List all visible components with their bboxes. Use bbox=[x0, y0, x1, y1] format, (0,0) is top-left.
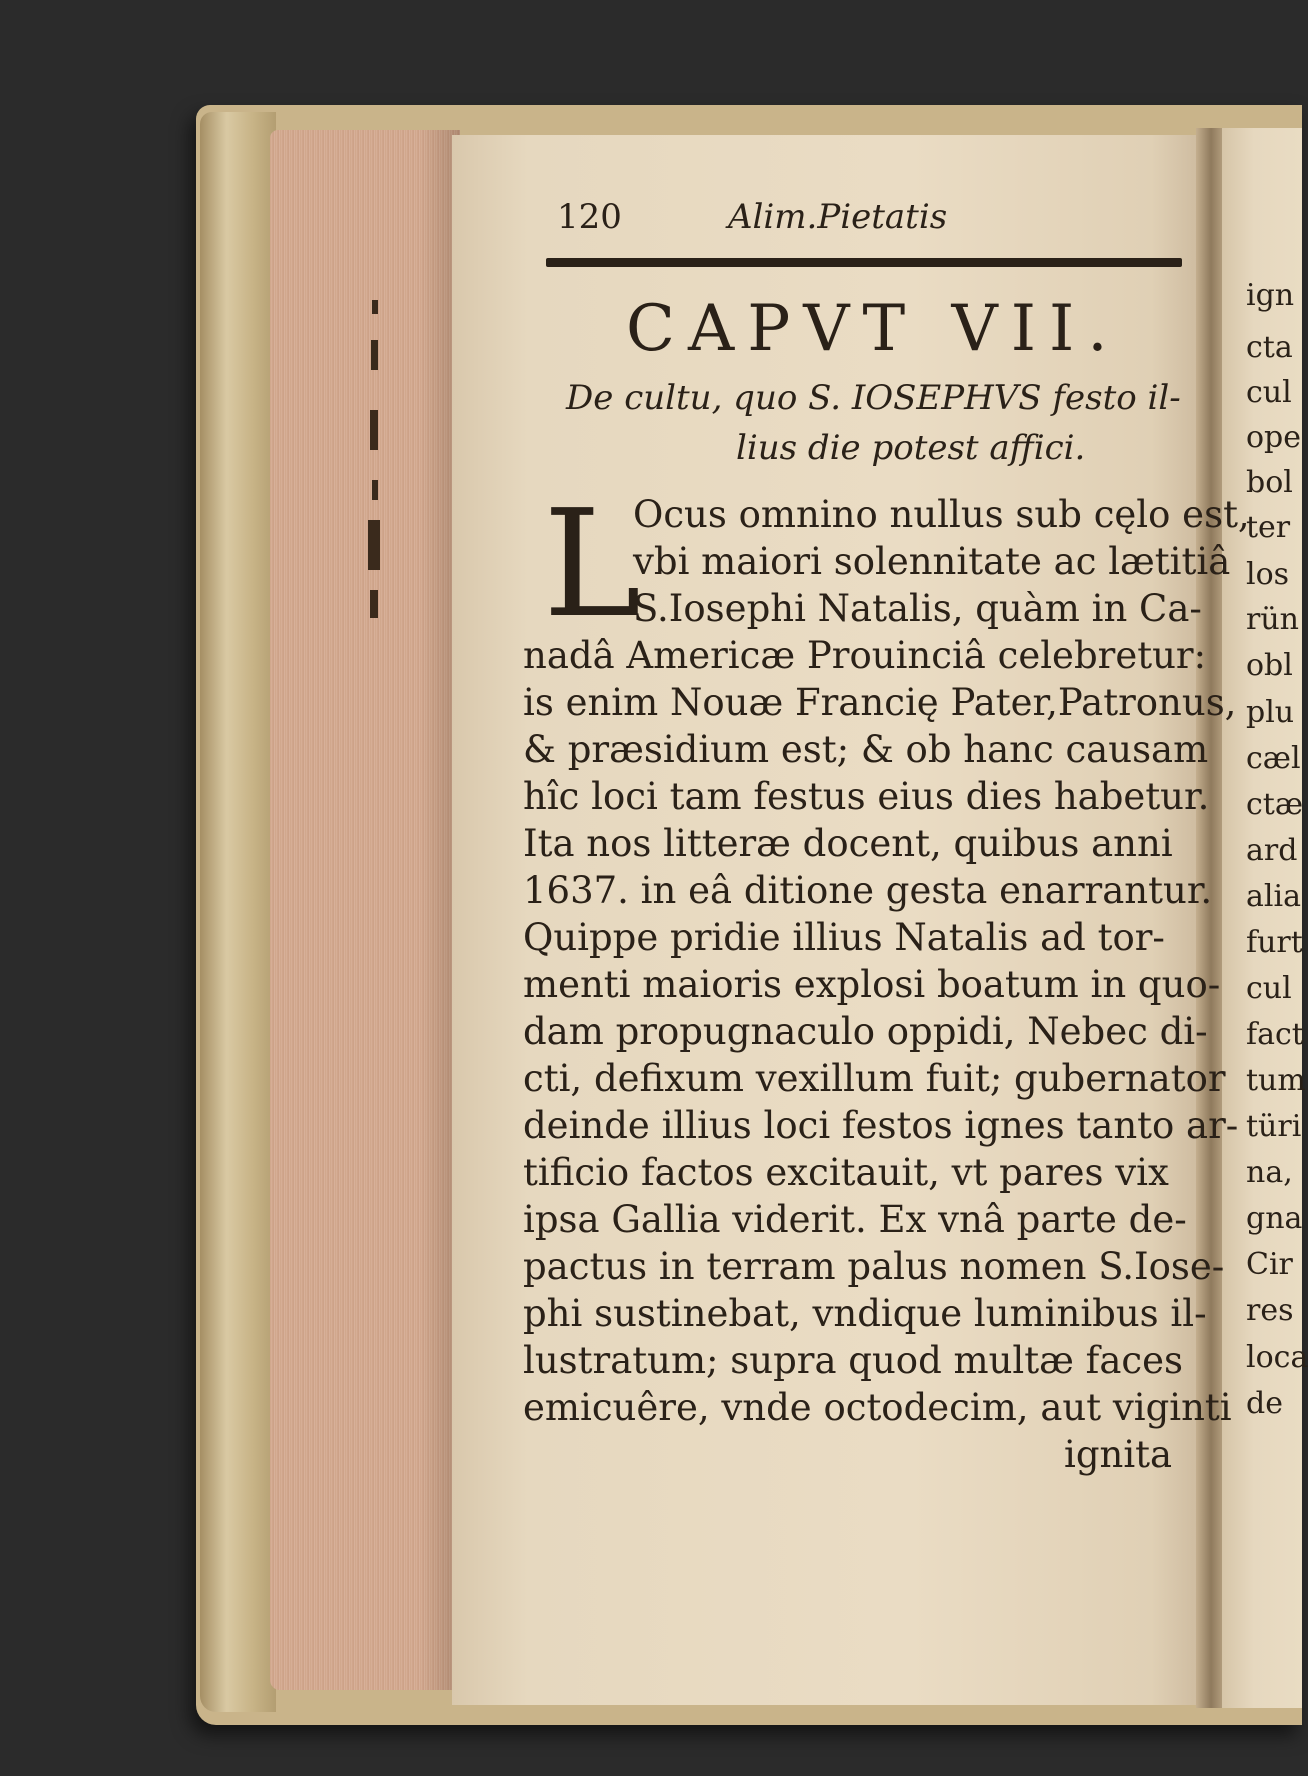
header-rule bbox=[546, 258, 1182, 267]
right-page bbox=[1222, 128, 1302, 1708]
text-line: cti, defixum vexillum fuit; gubernator bbox=[523, 1057, 1226, 1100]
text-line: 1637. in eâ ditione gesta enarrantur. bbox=[523, 869, 1213, 912]
facing-page-fragment: cul bbox=[1246, 375, 1292, 410]
running-title: Alim.Pietatis bbox=[728, 197, 948, 237]
text-line: ipsa Gallia viderit. Ex vnâ parte de- bbox=[523, 1198, 1187, 1241]
facing-page-fragment: obl bbox=[1246, 648, 1293, 683]
ink-marks bbox=[362, 300, 392, 640]
text-line: Ocus omnino nullus sub cęlo est, bbox=[633, 493, 1250, 536]
facing-page-fragment: cta bbox=[1246, 330, 1293, 365]
facing-page-fragment: ard bbox=[1246, 833, 1298, 868]
text-line: lustratum; supra quod multæ faces bbox=[523, 1339, 1184, 1382]
text-line: dam propugnaculo oppidi, Nebec di- bbox=[523, 1010, 1208, 1053]
text-line: nadâ Americæ Prouinciâ celebretur: bbox=[523, 634, 1207, 677]
chapter-subtitle-line: De cultu, quo S. IOSEPHVS festo il- bbox=[566, 378, 1181, 418]
facing-page-fragment: cul bbox=[1246, 971, 1292, 1006]
text-line: menti maioris explosi boatum in quo- bbox=[523, 963, 1221, 1006]
facing-page-fragment: türi bbox=[1246, 1109, 1302, 1144]
facing-page-fragment: na, bbox=[1246, 1155, 1293, 1190]
text-line: deinde illius loci festos ignes tanto ar- bbox=[523, 1104, 1239, 1147]
facing-page-fragment: plu bbox=[1246, 695, 1295, 730]
facing-page-fragment: furt bbox=[1246, 925, 1303, 960]
text-line: S.Iosephi Natalis, quàm in Ca- bbox=[633, 587, 1202, 630]
facing-page-fragment: alia bbox=[1246, 879, 1301, 914]
facing-page-fragment: ter bbox=[1246, 510, 1291, 545]
text-line: phi sustinebat, vndique luminibus il- bbox=[523, 1292, 1207, 1335]
facing-page-fragment: los bbox=[1246, 557, 1290, 592]
text-line: emicuêre, vnde octodecim, aut viginti bbox=[523, 1386, 1232, 1429]
facing-page-fragment: rün bbox=[1246, 602, 1299, 637]
facing-page-fragment: tum bbox=[1246, 1063, 1306, 1098]
page-number: 120 bbox=[557, 197, 622, 237]
text-line: Quippe pridie illius Natalis ad tor- bbox=[523, 916, 1165, 959]
chapter-title: CAPVT VII. bbox=[626, 292, 1121, 366]
text-line: hîc loci tam festus eius dies habetur. bbox=[523, 775, 1210, 818]
text-line: tificio factos excitauit, vt pares vix bbox=[523, 1151, 1169, 1194]
facing-page-fragment: ope bbox=[1246, 420, 1302, 455]
facing-page-fragment: loca bbox=[1246, 1340, 1308, 1375]
facing-page-fragment: de bbox=[1246, 1386, 1283, 1421]
drop-cap: L bbox=[543, 478, 642, 650]
facing-page-fragment: ctæ bbox=[1246, 787, 1304, 822]
facing-page-fragment: bol bbox=[1246, 465, 1293, 500]
facing-page-fragment: Cir bbox=[1246, 1247, 1293, 1282]
text-line: & præsidium est; & ob hanc causam bbox=[523, 728, 1209, 771]
facing-page-fragment: fact bbox=[1246, 1017, 1304, 1052]
text-line: Ita nos litteræ docent, quibus anni bbox=[523, 822, 1173, 865]
facing-page-fragment: ign bbox=[1246, 278, 1295, 313]
facing-page-fragment: res bbox=[1246, 1293, 1294, 1328]
facing-page-fragment: cæl bbox=[1246, 741, 1301, 776]
chapter-subtitle-line: lius die potest affici. bbox=[736, 428, 1086, 468]
book-spine bbox=[200, 112, 276, 1712]
text-line: pactus in terram palus nomen S.Iose- bbox=[523, 1245, 1225, 1288]
text-line: vbi maiori solennitate ac lætitiâ bbox=[633, 540, 1231, 583]
facing-page-fragment: gna bbox=[1246, 1201, 1303, 1236]
catchword: ignita bbox=[1064, 1433, 1173, 1476]
text-line: is enim Nouæ Francię Pater,Patronus, bbox=[523, 681, 1237, 724]
